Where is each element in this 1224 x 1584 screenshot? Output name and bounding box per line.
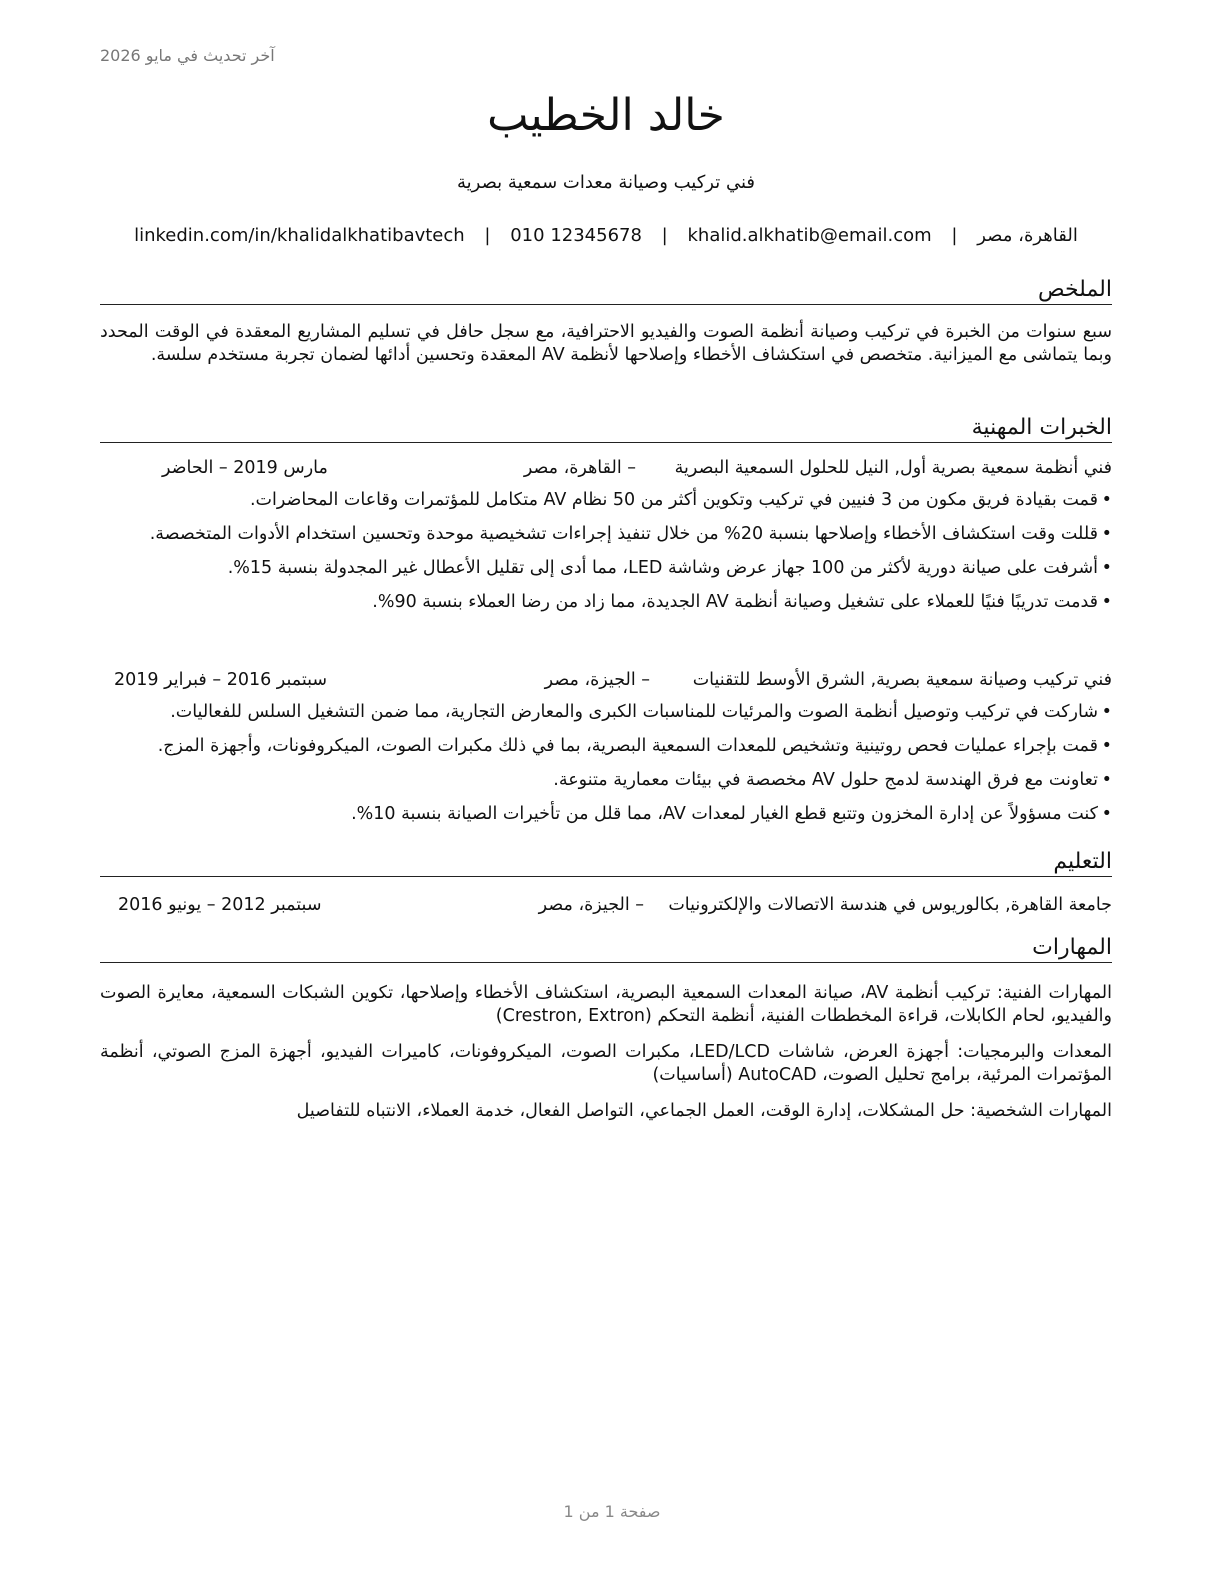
- experience-heading: الخبرات المهنية: [100, 414, 1112, 443]
- education-heading: التعليم: [100, 848, 1112, 877]
- list-item: • قللت وقت استكشاف الأخطاء وإصلاحها بنسبة 20% من خلال تنفيذ إجراءات تشخيصية موحدة وتحسين استخدام الأدوات المتخصصة.: [100, 523, 1112, 546]
- list-item: • قمت بقيادة فريق مكون من 3 فنيين في تركيب وتكوين أكثر من 50 نظام AV متكامل للمؤتمرات وقاعات المحاضرات.: [100, 489, 1112, 512]
- job-title: فني أنظمة سمعية بصرية أول, النيل للحلول السمعية البصرية: [674, 458, 1112, 478]
- education-entry: [100, 895, 1112, 919]
- summary-heading: الملخص: [100, 276, 1112, 305]
- page-number: صفحة 1 من 1: [563, 1502, 661, 1521]
- list-item: • شاركت في تركيب وتوصيل أنظمة الصوت والمرئيات للمناسبات الكبرى والمعارض التجارية، مما ضمن التشغيل السلس للفعاليات.: [100, 701, 1112, 724]
- last-updated: آخر تحديث في مايو 2026: [100, 46, 275, 65]
- skills-personal: المهارات الشخصية: حل المشكلات، إدارة الوقت، العمل الجماعي، التواصل الفعال، خدمة العملاء، الانتباه للتفاصيل: [296, 1101, 1112, 1121]
- education-location: – الجيزة، مصر: [538, 895, 644, 915]
- job-dates: سبتمبر 2016 – فبراير 2019: [114, 670, 328, 690]
- contact-linkedin[interactable]: linkedin.com/in/khalidalkhatibavtech: [134, 225, 465, 246]
- job-title-subtitle: فني تركيب وصيانة معدات سمعية بصرية: [456, 172, 755, 193]
- contact-email[interactable]: khalid.alkhatib@email.com: [687, 225, 932, 246]
- list-item: • كنت مسؤولاً عن إدارة المخزون وتتبع قطع الغيار لمعدات AV، مما قلل من تأخيرات الصيانة بنسبة 10%.: [100, 803, 1112, 826]
- list-item: • قمت بإجراء عمليات فحص روتينية وتشخيص للمعدات السمعية البصرية، بما في ذلك مكبرات الصوت، الميكروفونات، وأجهزة المزج.: [100, 735, 1112, 758]
- contact-line: [100, 225, 1112, 246]
- job-location: – الجيزة، مصر: [544, 670, 650, 690]
- list-item: • أشرفت على صيانة دورية لأكثر من 100 جهاز عرض وشاشة LED، مما أدى إلى تقليل الأعطال غير المجدولة بنسبة 15%.: [100, 557, 1112, 580]
- contact-phone: 010 12345678: [510, 225, 642, 246]
- education-title: جامعة القاهرة, بكالوريوس في هندسة الاتصالات والإلكترونيات: [668, 895, 1112, 915]
- job-header: [100, 670, 1112, 694]
- skills-heading: المهارات: [100, 934, 1112, 963]
- contact-location: القاهرة، مصر: [977, 225, 1078, 246]
- skills-equipment: المعدات والبرمجيات: أجهزة العرض، شاشات LED/LCD، مكبرات الصوت، الميكروفونات، كاميرات الفيديو، أجهزة المزج الصوتي، أنظمة المؤتمرات المرئية، برامج تحليل الصوت، AutoCAD (أساسيات): [100, 1042, 1112, 1085]
- list-item: • تعاونت مع فرق الهندسة لدمج حلول AV مخصصة في بيئات معمارية متنوعة.: [100, 769, 1112, 792]
- list-item: • قدمت تدريبًا فنيًا للعملاء على تشغيل وصيانة أنظمة AV الجديدة، مما زاد من رضا العملاء بنسبة 90%.: [100, 591, 1112, 614]
- summary-text: سبع سنوات من الخبرة في تركيب وصيانة أنظمة الصوت والفيديو الاحترافية، مع سجل حافل في تسليم المشاريع المعقدة في الوقت المحدد وبما يتماشى مع الميزانية. متخصص في استكشاف الأخطاء وإصلاحها لأنظمة AV المعقدة وتحسين أدائها لضمان تجربة مستخدم سلسة.: [100, 322, 1112, 365]
- job-bullets: [100, 489, 1112, 625]
- contact-separator: |: [951, 225, 958, 246]
- contact-separator: |: [484, 225, 491, 246]
- candidate-name: خالد الخطيب: [487, 90, 725, 141]
- job-bullets: [100, 701, 1112, 837]
- contact-separator: |: [661, 225, 668, 246]
- job-title: فني تركيب وصيانة سمعية بصرية, الشرق الأوسط للتقنيات: [692, 670, 1112, 690]
- job-dates: مارس 2019 – الحاضر: [162, 458, 328, 478]
- job-location: – القاهرة، مصر: [523, 458, 636, 478]
- education-dates: سبتمبر 2012 – يونيو 2016: [118, 895, 322, 915]
- job-header: [100, 458, 1112, 482]
- skills-technical: المهارات الفنية: تركيب أنظمة AV، صيانة المعدات السمعية البصرية، استكشاف الأخطاء وإصلاحها، تكوين الشبكات السمعية، معايرة الصوت والفيديو، لحام الكابلات، قراءة المخططات الفنية، أنظمة التحكم (Crestron, Extron): [100, 983, 1113, 1026]
